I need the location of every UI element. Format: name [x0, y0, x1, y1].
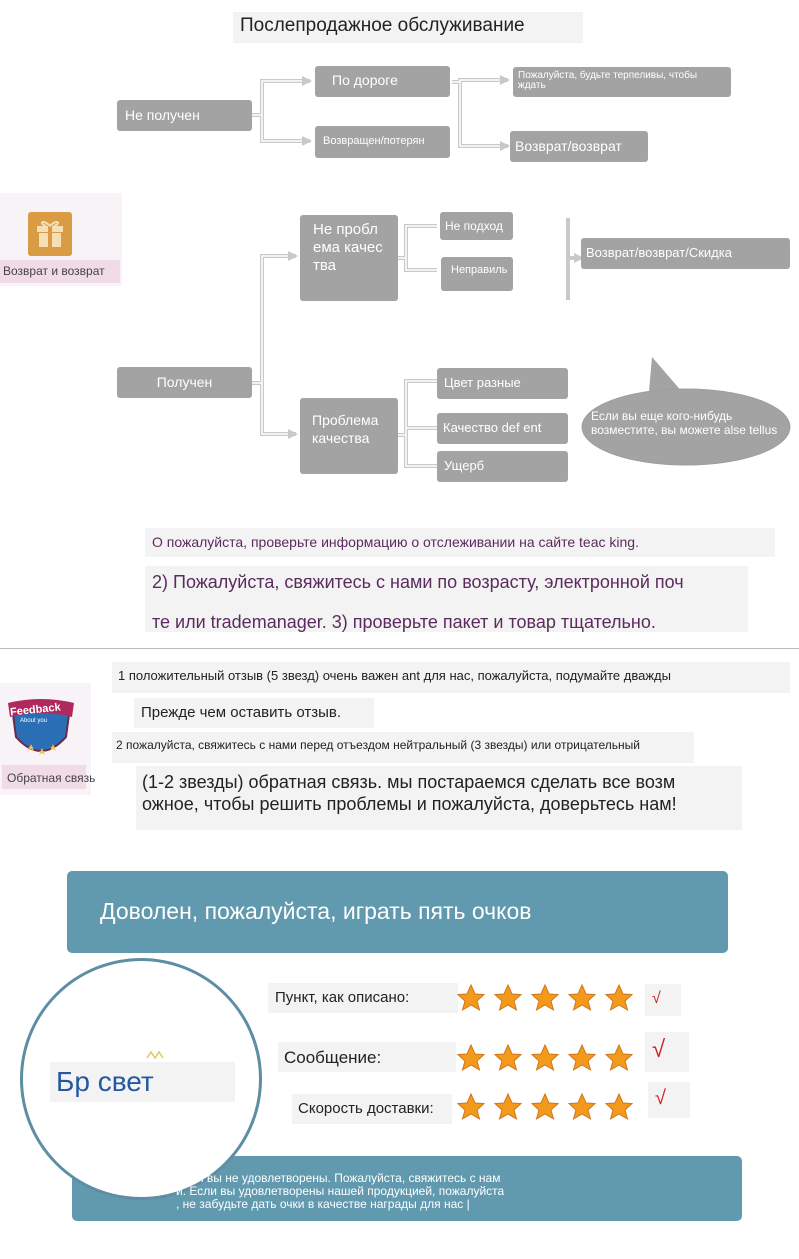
sparkle-icon [145, 1050, 165, 1060]
speech-bubble-text: Если вы еще кого-нибудь возместите, вы можете alse tellus [591, 409, 778, 437]
feedback-badge-subtext: About you [20, 718, 48, 724]
color-diff-box: Цвет разные [437, 368, 568, 399]
damage-box: Ущерб [437, 451, 568, 482]
rating-row1-check: √ [652, 990, 661, 1007]
rating-row3-stars [456, 1092, 641, 1127]
brand-name: Бр свет [56, 1066, 154, 1097]
rating-row1-stars [456, 983, 641, 1018]
rating-row2-label: Сообщение: [284, 1048, 382, 1067]
star-icon [530, 1092, 560, 1122]
star-icon [530, 983, 560, 1013]
page-title: Послепродажное обслуживание [240, 15, 525, 36]
feedback-badge-text: Feedback [9, 701, 62, 719]
star-icon [493, 983, 523, 1013]
star-icon [493, 1043, 523, 1073]
star-icon [493, 1092, 523, 1122]
bottom-line3: , не забудьте дать очки в качестве награды для нас | [176, 1197, 470, 1211]
feedback-line2: Прежде чем оставить отзыв. [141, 704, 341, 721]
star-icon [604, 1043, 634, 1073]
bottom-line1: Если вы не удовлетворены. Пожалуйста, свяжитесь с нам [176, 1171, 501, 1185]
contact-note-line1: 2) Пожалуйста, свяжитесь с нами по возрасту, электронной поч [152, 572, 684, 592]
feedback-line1: 1 положительный отзыв (5 звезд) очень важен ant для нас, пожалуйста, подумайте дважды [118, 668, 671, 683]
tracking-note: О пожалуйста, проверьте информацию о отслеживании на сайте teac king. [152, 534, 639, 550]
refund-icon-label: Возврат и возврат [3, 264, 105, 278]
rating-row3-label: Скорость доставки: [298, 1100, 434, 1117]
rating-row1-check-bg [645, 984, 681, 1016]
star-icon [567, 1092, 597, 1122]
gift-icon [28, 212, 72, 256]
refund-discount-box: Возврат/возврат/Скидка [581, 238, 790, 269]
rating-row2-stars [456, 1043, 641, 1078]
feedback-line4b: ожное, чтобы решить проблемы и пожалуйста, доверьтесь нам! [142, 794, 677, 814]
be-patient-box: Пожалуйста, будьте терпеливы, чтобы ждать [513, 67, 731, 97]
feedback-line4a: (1-2 звезды) обратная связь. мы постараемся сделать все возм [142, 772, 676, 792]
feedback-icon-label: Обратная связь [7, 771, 96, 785]
rating-row2-check: √ [652, 1036, 666, 1063]
star-icon [530, 1043, 560, 1073]
refund-box: Возврат/возврат [510, 131, 648, 162]
not-received-box: Не получен [117, 100, 252, 131]
quality-problem-box: Проблема качества [300, 398, 398, 474]
bottom-line2: и. Если вы удовлетворены нашей продукцией, пожалуйста [176, 1184, 505, 1198]
rating-row1-label: Пункт, как описано: [275, 989, 410, 1006]
no-quality-problem-box: Не проблема качества [300, 215, 398, 301]
rating-row3-check: √ [655, 1087, 666, 1109]
star-icon [456, 1092, 486, 1122]
on-the-way-box: По дороге [315, 66, 450, 97]
not-fit-box: Не подход [440, 212, 513, 240]
received-box: Получен [117, 367, 252, 398]
star-icon [567, 1043, 597, 1073]
wrong-box: Неправиль [441, 257, 513, 291]
star-icon [604, 1092, 634, 1122]
star-icon [456, 1043, 486, 1073]
rating-banner-text: Доволен, пожалуйста, играть пять очков [100, 898, 532, 924]
star-icon [567, 983, 597, 1013]
feedback-line3: 2 пожалуйста, свяжитесь с нами перед отъездом нейтральный (3 звезды) или отрицательный [116, 738, 640, 752]
contact-note-line2: те или trademanager. 3) проверьте пакет и товар тщательно. [152, 612, 656, 632]
section-divider [0, 648, 799, 649]
star-icon [604, 983, 634, 1013]
returned-lost-box: Возвращен/потерян [315, 126, 450, 158]
quality-defect-box: Качество def ent [437, 413, 568, 444]
star-icon [456, 983, 486, 1013]
